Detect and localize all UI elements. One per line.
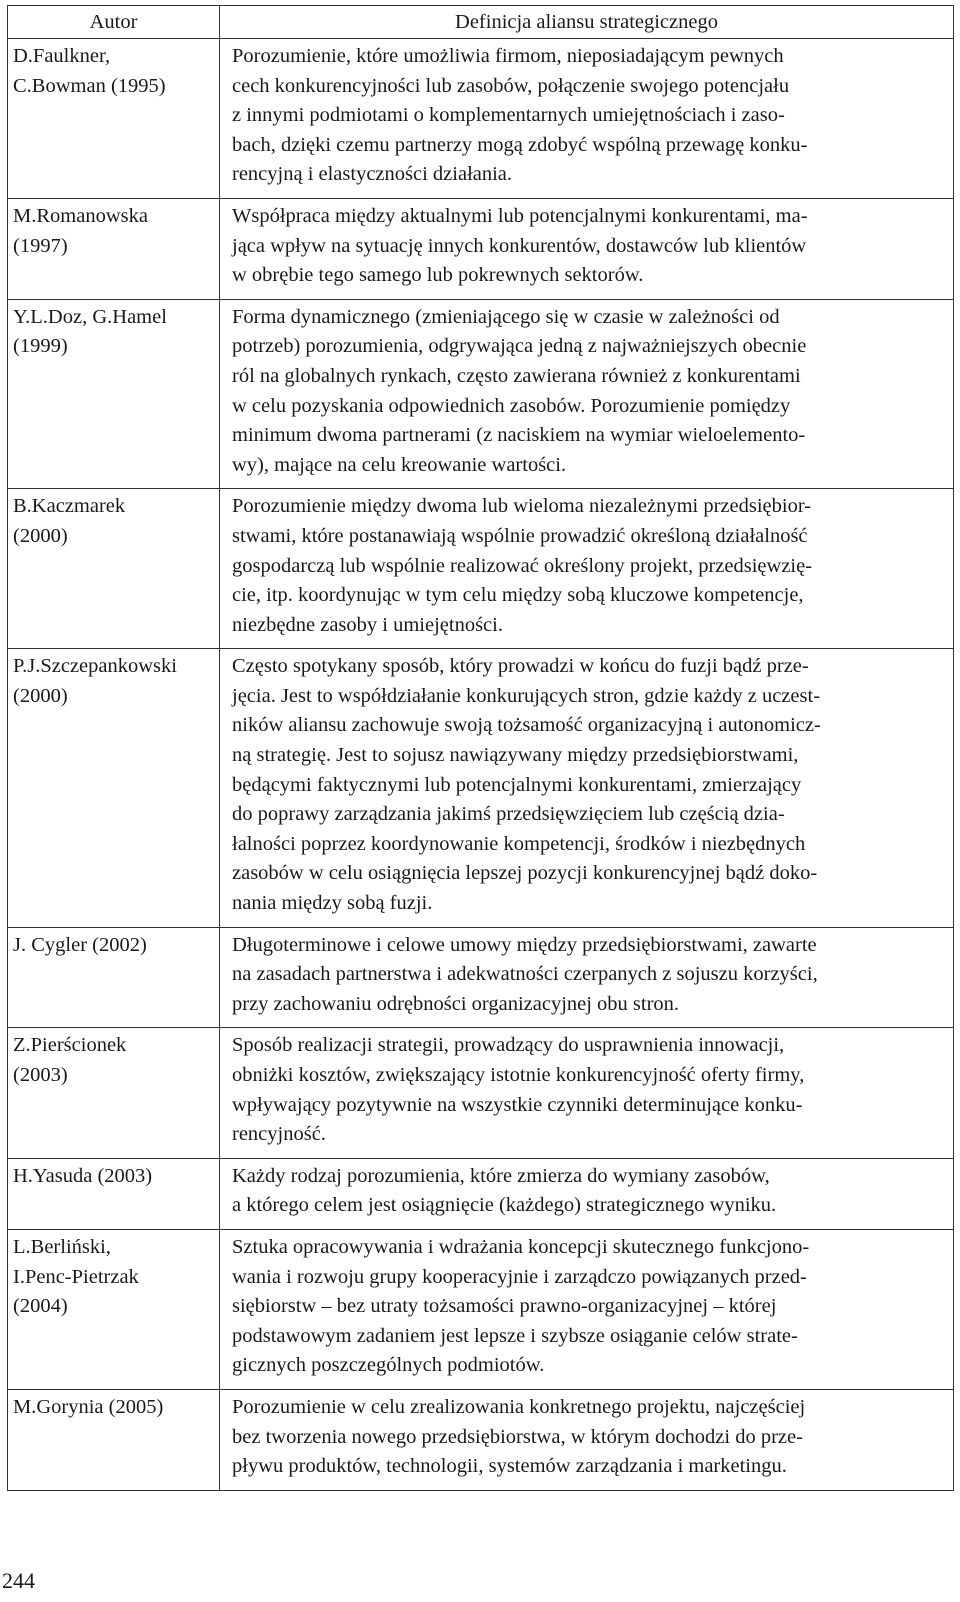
definition-cell — [220, 1229, 954, 1389]
author-cell — [8, 198, 220, 299]
table-row — [8, 39, 954, 199]
author-text: M.Romanowska (1997) — [13, 204, 148, 257]
definition-text: Porozumienie w celu zrealizowania konkretnego projektu, najczęściej bez tworzenia nowego przedsiębiorstwa, w którym dochodzi do prze- pływu produktów, technologii, systemów zarządzania i marketingu. — [232, 1395, 806, 1478]
table-row — [8, 489, 954, 649]
table-row — [8, 299, 954, 489]
author-text: J. Cygler (2002) — [13, 933, 147, 956]
author-cell — [8, 649, 220, 927]
definition-text: Sposób realizacji strategii, prowadzący do usprawnienia innowacji, obniżki kosztów, zwiększający istotnie konkurencyjność oferty firmy, wpływający pozytywnie na wszystkie czynniki determinujące konku- rencyjność. — [232, 1034, 805, 1146]
table-row — [8, 1389, 954, 1490]
author-text: B.Kaczmarek (2000) — [13, 495, 126, 547]
definition-text: Porozumienie między dwoma lub wieloma niezależnymi przedsiębior- stwami, które postanawiają wspólnie prowadzić określoną działalność gospodarczą lub wspólnie realizować określony projekt, przedsięwzię- cie, itp. koordynując w tym celu między sobą kluczowe kompetencje, niezbędne zasoby i umiejętności. — [232, 495, 813, 636]
definition-cell — [220, 649, 954, 927]
definition-text: Długoterminowe i celowe umowy między przedsiębiorstwami, zawarte na zasadach partnerstwa i adekwatności czerpanych z sojuszu korzyści, przy zachowaniu odrębności organizacyjnej obu stron. — [232, 933, 818, 1015]
page-number: 244 — [2, 1568, 35, 1593]
author-cell — [8, 1028, 220, 1158]
author-cell — [8, 1229, 220, 1389]
definition-cell — [220, 39, 954, 199]
table-row — [8, 927, 954, 1028]
definition-cell — [220, 489, 954, 649]
table-header-row — [8, 6, 954, 39]
definition-cell — [220, 198, 954, 299]
author-cell — [8, 39, 220, 199]
definition-cell — [220, 299, 954, 489]
definition-cell — [220, 927, 954, 1028]
author-text: P.J.Szczepankowski (2000) — [13, 655, 177, 707]
definition-cell — [220, 1389, 954, 1490]
definition-text: Sztuka opracowywania i wdrażania koncepcji skutecznego funkcjono- wania i rozwoju grupy kooperacyjnie i zarządczo powiązanych przed- siębiorstw – bez utraty tożsamości prawno-organizacyjnej – której podstawowym zadaniem jest lepsze i szybsze osiąganie celów strate- gicznych poszczególnych podmiotów. — [232, 1235, 810, 1377]
definitions-table — [7, 5, 954, 1491]
definition-cell — [220, 1158, 954, 1229]
author-text: L.Berliński, I.Penc-Pietrzak (2004) — [13, 1235, 139, 1318]
author-text: D.Faulkner, C.Bowman (1995) — [13, 45, 166, 97]
definition-text: Porozumienie, które umożliwia firmom, nieposiadającym pewnych cech konkurencyjności lub zasobów, połączenie swojego potencjału z innymi podmiotami o komplementarnych umiejętnościach i zaso- bach, dzięki czemu partnerzy mogą zdobyć wspólną przewagę konku- rencyjną i elastyczności działania. — [232, 45, 808, 186]
definition-text: Każdy rodzaj porozumienia, które zmierza do wymiany zasobów, a którego celem jest osiągnięcie (każdego) strategicznego wyniku. — [232, 1164, 777, 1217]
header-definition: Definicja aliansu strategicznego — [220, 6, 954, 39]
definition-text: Często spotykany sposób, który prowadzi w końcu do fuzji bądź prze- jęcia. Jest to współdziałanie konkurujących stron, gdzie każdy z uczest- ników aliansu zachowuje swoją tożsamość organizacyjną i autonomicz- ną strategię. Jest to sojusz nawiązywany między przedsiębiorstwami, będącymi faktycznymi lub potencjalnymi konkurentami, zmierzający do poprawy zarządzania jakimś przedsięwzięciem lub częścią dzia- łalności poprzez koordynowanie kompetencji, środków i niezbędnych zasobów w celu osiągnięcia lepszej pozycji konkurencyjnej bądź doko- nania między sobą fuzji. — [232, 655, 821, 915]
author-cell — [8, 1158, 220, 1229]
definition-cell — [220, 1028, 954, 1158]
author-text: M.Gorynia (2005) — [13, 1395, 164, 1418]
table-row — [8, 649, 954, 927]
author-cell — [8, 1389, 220, 1490]
table-row — [8, 198, 954, 299]
author-cell — [8, 299, 220, 489]
table-row — [8, 1028, 954, 1158]
table-row — [8, 1229, 954, 1389]
header-author: Autor — [8, 6, 220, 39]
author-text: H.Yasuda (2003) — [13, 1164, 153, 1187]
definition-text: Współpraca między aktualnymi lub potencjalnymi konkurentami, ma- jąca wpływ na sytuację innych konkurentów, dostawców lub klientów w obrębie tego samego lub pokrewnych sektorów. — [232, 204, 808, 287]
definition-text: Forma dynamicznego (zmieniającego się w czasie w zależności od potrzeb) porozumienia, odgrywająca jedną z najważniejszych obecnie ról na globalnych rynkach, często zawierana również z konkurentami w celu pozyskania odpowiednich zasobów. Porozumienie pomiędzy minimum dwoma partnerami (z naciskiem na wymiar wieloelemento- wy), mające na celu kreowanie wartości. — [232, 305, 807, 476]
author-cell — [8, 489, 220, 649]
author-cell — [8, 927, 220, 1028]
table-row — [8, 1158, 954, 1229]
author-text: Z.Pierścionek (2003) — [13, 1034, 127, 1086]
author-text: Y.L.Doz, G.Hamel (1999) — [13, 305, 167, 358]
